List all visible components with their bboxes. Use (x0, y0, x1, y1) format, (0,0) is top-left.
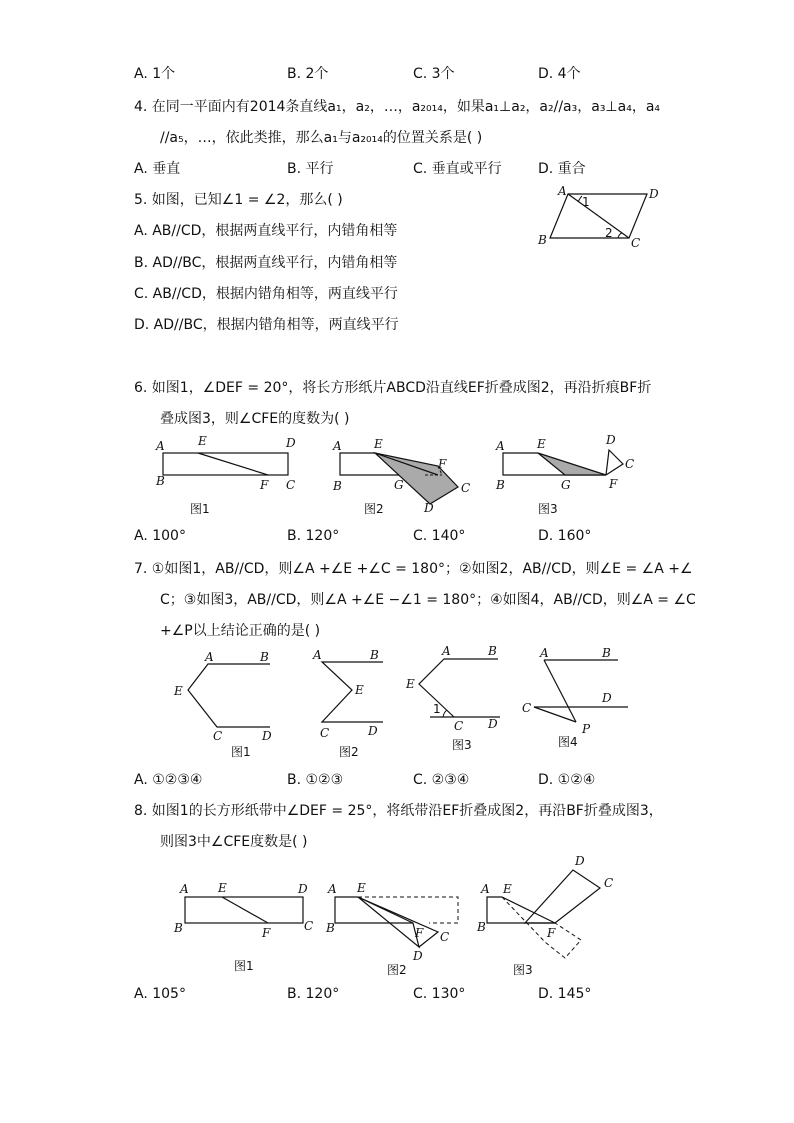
q6-option-d: D. 160° (538, 528, 592, 544)
q8-stem-line1: 8. 如图1的长方形纸带中∠DEF = 25°，将纸带沿EF折叠成图2，再沿BF折叠成图3， (134, 803, 663, 819)
q7-f1-label-d: D (262, 729, 272, 743)
q6-stem-line2: 叠成图3，则∠CFE的度数为( ) (160, 411, 350, 427)
q7-figure-4 (518, 642, 638, 754)
q5-label-d: D (649, 187, 659, 201)
q8-f2-caption: 图2 (387, 963, 407, 977)
q6-f2-label-f: F (438, 457, 447, 471)
q7-f1-label-a: A (205, 650, 214, 664)
q6-f3-label-f: F (609, 477, 618, 491)
q6-f2-label-e: E (374, 437, 383, 451)
q8-option-b: B. 120° (287, 986, 340, 1002)
q6-f2-label-c: C (461, 481, 471, 495)
q8-f2-label-a: A (328, 882, 337, 896)
q8-f1-label-a: A (180, 882, 189, 896)
q6-f3-label-c: C (625, 457, 635, 471)
q5-option-c: C. AB//CD，根据内错角相等，两直线平行 (134, 286, 398, 302)
q8-f2-label-d: D (413, 949, 423, 963)
q8-f3-label-f: F (547, 926, 556, 940)
q7-option-c: C. ②③④ (413, 772, 470, 788)
q8-f2-label-e: E (357, 881, 366, 895)
q7-f4-label-c: C (522, 701, 532, 715)
q8-f1-caption: 图1 (234, 959, 254, 973)
q8-figure-3 (475, 850, 635, 980)
q3-option-a: A. 1个 (134, 66, 176, 82)
q6-f2-caption: 图2 (364, 502, 384, 516)
q8-stem-line2: 则图3中∠CFE度数是( ) (160, 834, 308, 850)
q6-f1-label-b: B (156, 474, 165, 488)
q8-f1-label-e: E (218, 881, 227, 895)
q8-f1-label-d: D (298, 882, 308, 896)
q7-f3-caption: 图3 (452, 738, 472, 752)
q6-f3-label-g: G (561, 478, 571, 492)
q8-f3-label-e: E (503, 882, 512, 896)
q7-f2-label-b: B (370, 648, 379, 662)
q7-f3-label-a: A (442, 644, 451, 658)
q6-figure-1 (150, 432, 310, 522)
q7-f4-label-d: D (602, 691, 612, 705)
q7-f3-angle-1: 1 (433, 702, 441, 716)
q5-option-d: D. AD//BC，根据内错角相等，两直线平行 (134, 317, 399, 333)
q7-figure-1 (170, 648, 280, 760)
q6-figure-2 (330, 432, 480, 522)
q6-option-b: B. 120° (287, 528, 340, 544)
q5-angle-2: 2 (605, 226, 613, 240)
q7-f3-label-e: E (406, 677, 415, 691)
q8-f3-caption: 图3 (513, 963, 533, 977)
q5-stem: 5. 如图，已知∠1 = ∠2，那么( ) (134, 192, 343, 208)
q7-figure-3 (400, 642, 510, 754)
q5-label-a: A (558, 184, 567, 198)
q8-f3-label-c: C (604, 876, 614, 890)
q8-figure-1 (170, 878, 320, 978)
q4-option-a: A. 垂直 (134, 161, 181, 177)
q6-f2-label-a: A (333, 439, 342, 453)
q7-f3-label-b: B (488, 644, 497, 658)
q4-stem-line2: //a₅，…，依此类推，那么a₁与a₂₀₁₄的位置关系是( ) (160, 130, 483, 146)
q3-option-c: C. 3个 (413, 66, 455, 82)
q7-f2-label-a: A (313, 648, 322, 662)
q6-f1-caption: 图1 (190, 502, 210, 516)
q6-f1-label-f: F (260, 478, 269, 492)
q8-f1-label-c: C (304, 919, 314, 933)
q6-f2-label-d: D (424, 501, 434, 515)
q8-f2-label-b: B (326, 921, 335, 935)
q8-f3-label-a: A (481, 882, 490, 896)
q6-f1-label-c: C (286, 478, 296, 492)
q6-f3-label-d: D (606, 433, 616, 447)
q7-f2-label-d: D (368, 724, 378, 738)
q7-option-d: D. ①②④ (538, 772, 596, 788)
q7-f1-label-c: C (213, 729, 223, 743)
q7-f1-caption: 图1 (231, 745, 251, 759)
q7-f4-caption: 图4 (558, 735, 578, 749)
q6-f1-label-a: A (156, 439, 165, 453)
q7-f1-label-e: E (174, 684, 183, 698)
q8-f1-label-f: F (262, 926, 271, 940)
q4-stem-line1: 4. 在同一平面内有2014条直线a₁，a₂，…，a₂₀₁₄，如果a₁⊥a₂，a₂//a₃，a₃⊥a₄，a₄ (134, 99, 661, 115)
q8-figure-2 (325, 878, 475, 978)
q6-f3-caption: 图3 (538, 502, 558, 516)
q7-f4-label-a: A (540, 646, 549, 660)
q6-f1-label-e: E (198, 434, 207, 448)
q8-f3-label-b: B (477, 920, 486, 934)
q8-option-c: C. 130° (413, 986, 466, 1002)
q7-stem-line3: +∠P以上结论正确的是( ) (160, 623, 321, 639)
q7-stem-line2: C；③如图3，AB//CD，则∠A +∠E −∠1 = 180°；④如图4，AB//CD，则∠A = ∠C (160, 592, 696, 608)
q7-f4-label-b: B (602, 646, 611, 660)
q6-option-c: C. 140° (413, 528, 466, 544)
q4-option-b: B. 平行 (287, 161, 334, 177)
q6-f3-label-e: E (537, 437, 546, 451)
q7-f4-label-p: P (582, 722, 591, 736)
q6-f3-label-b: B (496, 478, 505, 492)
q5-option-b: B. AD//BC，根据两直线平行，内错角相等 (134, 255, 398, 271)
q6-option-a: A. 100° (134, 528, 186, 544)
q6-stem-line1: 6. 如图1，∠DEF = 20°，将长方形纸片ABCD沿直线EF折叠成图2，再沿折痕BF折 (134, 380, 652, 396)
q5-figure (530, 182, 670, 252)
q3-option-b: B. 2个 (287, 66, 329, 82)
q7-stem-line1: 7. ①如图1，AB//CD，则∠A +∠E +∠C = 180°；②如图2，AB//CD，则∠E = ∠A +∠ (134, 561, 693, 577)
q7-option-b: B. ①②③ (287, 772, 344, 788)
q8-f1-label-b: B (174, 921, 183, 935)
q6-f3-label-a: A (496, 439, 505, 453)
q6-f1-label-d: D (286, 436, 296, 450)
q7-f2-label-c: C (320, 726, 330, 740)
q3-option-d: D. 4个 (538, 66, 581, 82)
q5-angle-1: 1 (582, 195, 590, 209)
q7-figure-2 (308, 648, 398, 760)
q8-option-a: A. 105° (134, 986, 186, 1002)
q8-f2-label-f: F (415, 926, 424, 940)
q5-label-c: C (631, 236, 641, 250)
q7-f3-label-c: C (454, 719, 464, 733)
q4-option-c: C. 垂直或平行 (413, 161, 502, 177)
q7-f3-label-d: D (488, 717, 498, 731)
q6-figure-3 (493, 432, 653, 522)
q6-f2-label-b: B (333, 479, 342, 493)
q7-f2-label-e: E (355, 683, 364, 697)
q5-label-b: B (538, 233, 547, 247)
q8-option-d: D. 145° (538, 986, 592, 1002)
q4-option-d: D. 重合 (538, 161, 586, 177)
q8-f2-label-c: C (440, 930, 450, 944)
q6-f2-label-g: G (394, 478, 404, 492)
q7-option-a: A. ①②③④ (134, 772, 203, 788)
q7-f2-caption: 图2 (339, 745, 359, 759)
q7-f1-label-b: B (260, 650, 269, 664)
q8-f3-label-d: D (575, 854, 585, 868)
q5-option-a: A. AB//CD，根据两直线平行，内错角相等 (134, 223, 398, 239)
